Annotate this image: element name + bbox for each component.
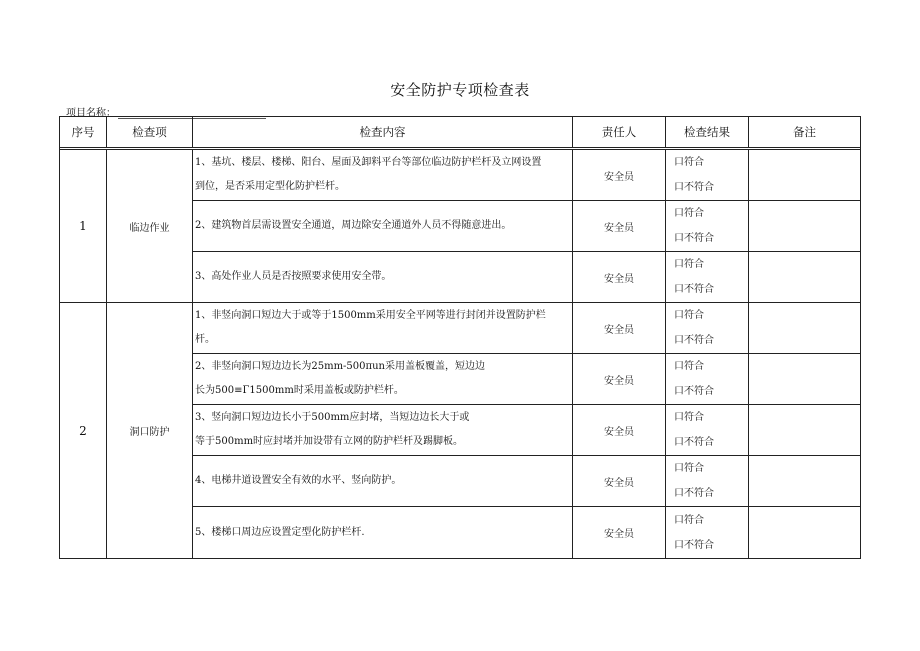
- responsible-cell: 安全员: [573, 252, 666, 303]
- seq-cell: 1: [60, 150, 107, 303]
- remarks-cell[interactable]: [749, 354, 861, 405]
- result-cell: [666, 456, 749, 507]
- header-row: [60, 117, 861, 148]
- result-option-fail[interactable]: 口不符合: [674, 539, 714, 551]
- check-item-cell: 洞口防护: [107, 303, 193, 559]
- remarks-cell[interactable]: [749, 456, 861, 507]
- content-line: 4、电梯井道设置安全有效的水平、竖向防护。: [195, 475, 402, 486]
- check-content-cell: [193, 201, 573, 252]
- header-result: 检查结果: [666, 117, 749, 148]
- result-option-fail[interactable]: 口不符合: [674, 488, 714, 499]
- result-option-pass[interactable]: 口符合: [674, 208, 704, 219]
- content-line: 3、竖向洞口短边边长小于500mm应封堵，当短边边长大于或: [195, 412, 470, 423]
- remarks-cell[interactable]: [749, 507, 861, 559]
- page-title: 安全防护专项检查表: [390, 81, 530, 99]
- remarks-cell[interactable]: [749, 252, 861, 303]
- content-line: 2、非竖向洞口短边边长为25mm-500πun采用盖板覆盖，短边边: [195, 361, 485, 372]
- result-option-fail[interactable]: 口不符合: [674, 284, 714, 295]
- content-line: 5、楼梯口周边应设置定型化防护栏杆.: [195, 526, 365, 538]
- remarks-cell[interactable]: [749, 405, 861, 456]
- inspection-table: [59, 116, 861, 559]
- responsible-cell: 安全员: [573, 354, 666, 405]
- result-option-fail[interactable]: 口不符合: [674, 233, 714, 244]
- header-item: 检查项: [107, 117, 193, 148]
- content-line: 杆。: [195, 334, 215, 345]
- header-content: 检查内容: [193, 117, 573, 148]
- responsible-cell: 安全员: [573, 507, 666, 559]
- check-content-cell: [193, 252, 573, 303]
- content-line: 等于500mm时应封堵并加设带有立网的防护栏杆及踢脚板。: [195, 436, 464, 447]
- result-option-fail[interactable]: 口不符合: [674, 182, 714, 193]
- content-line: 到位，是否采用定型化防护栏杆。: [195, 181, 345, 192]
- content-line: 1、基坑、楼层、楼梯、阳台、屋面及卸料平台等部位临边防护栏杆及立网设置: [195, 157, 542, 168]
- content-line: 长为500≡Γ1500mm时采用盖板或防护栏杆。: [195, 385, 404, 396]
- seq-cell: 2: [60, 303, 107, 559]
- result-option-fail[interactable]: 口不符合: [674, 335, 714, 346]
- result-cell: [666, 303, 749, 354]
- content-line: 2、建筑物首层需设置安全通道，周边除安全通道外人员不得随意进出。: [195, 220, 512, 231]
- result-option-pass[interactable]: 口符合: [674, 463, 704, 474]
- result-option-pass[interactable]: 口符合: [674, 157, 704, 168]
- check-item-cell: 临边作业: [107, 150, 193, 303]
- check-content-cell: [193, 303, 573, 354]
- header-responsible: 责任人: [573, 117, 666, 148]
- result-option-pass[interactable]: 口符合: [674, 514, 704, 526]
- content-line: 1、非竖向洞口短边大于或等于1500mm采用安全平网等进行封闭并设置防护栏: [195, 310, 546, 321]
- table-row: [60, 150, 861, 201]
- check-content-cell: [193, 150, 573, 201]
- check-content-cell: [193, 354, 573, 405]
- remarks-cell[interactable]: [749, 201, 861, 252]
- result-option-fail[interactable]: 口不符合: [674, 437, 714, 448]
- result-cell: [666, 150, 749, 201]
- result-cell: [666, 201, 749, 252]
- header-remarks: 备注: [749, 117, 861, 148]
- responsible-cell: 安全员: [573, 303, 666, 354]
- result-option-pass[interactable]: 口符合: [674, 412, 704, 423]
- remarks-cell[interactable]: [749, 303, 861, 354]
- responsible-cell: 安全员: [573, 405, 666, 456]
- header-seq: 序号: [60, 117, 107, 148]
- check-content-cell: [193, 456, 573, 507]
- content-line: 3、高处作业人员是否按照要求使用安全带。: [195, 271, 392, 282]
- responsible-cell: 安全员: [573, 150, 666, 201]
- remarks-cell[interactable]: [749, 150, 861, 201]
- project-name-label: 项目名称：: [66, 108, 116, 119]
- responsible-cell: 安全员: [573, 456, 666, 507]
- result-option-pass[interactable]: 口符合: [674, 361, 704, 372]
- result-cell: [666, 507, 749, 559]
- result-option-fail[interactable]: 口不符合: [674, 386, 714, 397]
- result-option-pass[interactable]: 口符合: [674, 310, 704, 321]
- table-row: [60, 303, 861, 354]
- result-cell: [666, 252, 749, 303]
- responsible-cell: 安全员: [573, 201, 666, 252]
- result-cell: [666, 405, 749, 456]
- check-content-cell: [193, 405, 573, 456]
- check-content-cell: [193, 507, 573, 559]
- result-cell: [666, 354, 749, 405]
- result-option-pass[interactable]: 口符合: [674, 259, 704, 270]
